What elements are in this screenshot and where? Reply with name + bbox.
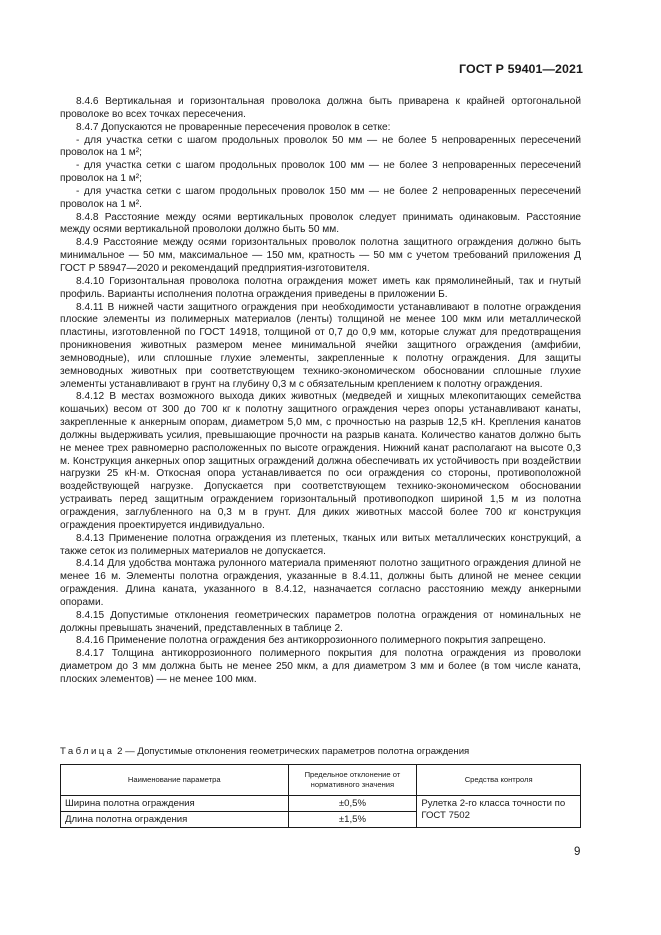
column-header-control: Средства контроля xyxy=(417,765,581,796)
table-header-row xyxy=(61,765,581,796)
table-row xyxy=(61,796,581,812)
paragraph: 8.4.15 Допустимые отклонения геометрических параметров полотна ограждения от номинальных не должны превышать значений, представленных в таблице 2. xyxy=(60,609,581,634)
paragraph: 8.4.14 Для удобства монтажа рулонного материала применяют полотно защитного ограждения длиной не менее 16 м. Элементы полотна ограждения, указанные в 8.4.11, должны быть длиной не менее секции ограждения. Длина каната, указанного в 8.4.12, назначается согласно расстоянию между анкерными опорами. xyxy=(60,558,581,608)
deviation-cell: ±0,5% xyxy=(288,796,417,812)
paragraph: 8.4.13 Применение полотна ограждения из плетеных, тканых или витых металлических конструкций, а также сеток из полимерных материалов не допускается. xyxy=(60,532,581,557)
paragraph: 8.4.10 Горизонтальная проволока полотна ограждения может иметь как прямолинейный, так и гнутый профиль. Варианты исполнения полотна ограждения приведены в приложении Б. xyxy=(60,275,581,300)
page-number: 9 xyxy=(574,846,581,858)
parameter-name-cell: Длина полотна ограждения xyxy=(61,812,289,828)
parameter-name-cell: Ширина полотна ограждения xyxy=(61,796,289,812)
paragraph: 8.4.11 В нижней части защитного ограждения при необходимости устанавливают в полотне ограждения плоские элементы из полимерных материалов (ленты) толщиной не менее 100 мкм или металлической пластины, изготовленной по ГОСТ 14918, толщиной от 0,7 до 0,9 мм, которые служат для предотвращения проникновения животных размером менее минимальной ячейки защитного ограждения (амфибии, земноводные), или сплошные глухие элементы, закрепленные к полотну ограждения. Для защиты земноводных животных при соответствующем технико-экономическом обосновании сплошные глухие элементы устанавливают в грунт на глубину 0,3 м с обязательным креплением к полотну ограждения. xyxy=(60,301,581,390)
control-means-cell: Рулетка 2-го класса точности по ГОСТ 7502 xyxy=(417,796,581,828)
paragraph: 8.4.17 Толщина антикоррозионного полимерного покрытия для полотна ограждения из проволоки диаметром до 3 мм должна быть не менее 250 мкм, а для диаметром 3 мм и более (в том числе каната, плоских элементов) — не менее 100 мкм. xyxy=(60,648,581,685)
table-caption-label: Таблица xyxy=(60,746,115,757)
paragraph: 8.4.12 В местах возможного выхода диких животных (медведей и хищных млекопитающих семейства кошачьих) весом от 300 до 700 кг к полотну защитного ограждения через опоры устанавливают канаты, закрепленные к анкерным опорам, диаметром 5,0 мм, с прочностью на разрыв 12,5 кН. Крепления канатов должны выдерживать усилия, превышающие прочности на разрыв каната. Количество канатов должно быть не менее трех равномерно расположенных по высоте ограждения. Нижний канат располагают на высоте 0,3 м. Конструкция анкерных опор защитных ограждений должна обеспечивать их устойчивость при воздействии нагрузки 25 кН·м. Откосная опора устанавливается по оси ограждения со стороны, противоположной воздействующей нагрузке. Допускается при соответствующем технико-экономическом обосновании устраивать перед защитным ограждением горизонтальный противоподкоп шириной 1,5 м из полотна ограждения, заглубленного на 0,3 м в грунт. Для диких животных массой более 700 кг конструкция ограждения проектируется индивидуально. xyxy=(60,391,581,531)
document-id-header: ГОСТ Р 59401—2021 xyxy=(459,62,583,76)
column-header-deviation: Предельное отклонение от нормативного значения xyxy=(288,765,417,796)
list-item: - для участка сетки с шагом продольных проволок 100 мм — не более 3 непроваренных пересечений проволок на 1 м²; xyxy=(60,160,581,185)
paragraph: 8.4.8 Расстояние между осями вертикальных проволок следует принимать одинаковым. Расстояние между осями вертикальной проволоки должно быть 50 мм. xyxy=(60,211,581,236)
list-item: - для участка сетки с шагом продольных проволок 50 мм — не более 5 непроваренных пересечений проволок на 1 м²; xyxy=(60,134,581,159)
paragraph: 8.4.16 Применение полотна ограждения без антикоррозионного полимерного покрытия запрещено. xyxy=(76,635,546,647)
list-item: - для участка сетки с шагом продольных проволок 150 мм — не более 2 непроваренных пересечений проволок на 1 м². xyxy=(60,185,581,210)
column-header-parameter: Наименование параметра xyxy=(61,765,289,796)
section-body xyxy=(60,96,581,687)
paragraph: 8.4.7 Допускаются не проваренные пересечения проволок в сетке: xyxy=(76,121,391,133)
table-caption-text: 2 — Допустимые отклонения геометрических параметров полотна ограждения xyxy=(117,746,470,757)
paragraph: 8.4.6 Вертикальная и горизонтальная проволока должна быть приварена к крайней ортогональной проволоке во всех точках пересечения. xyxy=(60,96,581,120)
tolerances-table xyxy=(60,764,581,828)
deviation-cell: ±1,5% xyxy=(288,812,417,828)
table-caption xyxy=(60,746,469,757)
paragraph: 8.4.9 Расстояние между осями горизонтальных проволок полотна защитного ограждения должно быть минимальное — 50 мм, максимальное — 150 мм, кратность — 50 мм с учетом требований приложения Д ГОСТ Р 58947—2020 и рекомендаций предприятия-изготовителя. xyxy=(60,237,581,274)
